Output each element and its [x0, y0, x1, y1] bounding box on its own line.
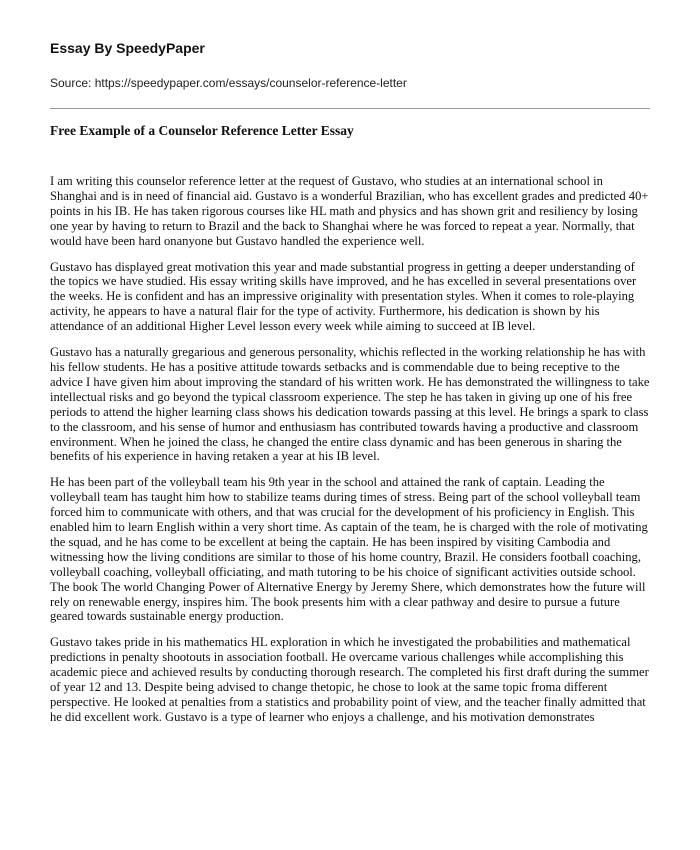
paragraph: I am writing this counselor reference letter at the request of Gustavo, who studies at an international school in Shanghai and is in need of financial aid. Gustavo is a wonderful Brazilian, who has excellent grades and predicted 40+ points in his IB. He has taken rigorous courses like HL math and physics and has shown grit and resiliency by losing one year by having to return to Brazil and the back to Shanghai where he was forced to repeat a year. Normally, that would have been hard onanyone but Gustavo handled the experience well.: [50, 174, 649, 248]
site-title: Essay By SpeedyPaper: [50, 40, 205, 56]
divider: [50, 108, 650, 109]
essay-body: [50, 174, 650, 725]
paragraph: Gustavo has a naturally gregarious and generous personality, whichis reflected in the working relationship he has with his fellow students. He has a positive attitude towards setbacks and is commendable due to being receptive to the advice I have given him about improving the standard of his written work. He has demonstrated the willingness to take intellectual risks and go beyond the typical classroom experience. The step he has taken in giving up one of his free periods to attend the higher learning class shows his dedication towards passing at this level. He brings a spark to class to the classroom, and his sense of humor and enthusiasm has contributed towards having a productive and classroom environment. When he joined the class, he changed the entire class dynamic and has been generous in sharing the benefits of his experience in having retaken a year at his IB level.: [50, 345, 650, 464]
document-page: [50, 40, 650, 736]
essay-title: Free Example of a Counselor Reference Letter Essay: [50, 123, 354, 138]
paragraph: He has been part of the volleyball team his 9th year in the school and attained the rank of captain. Leading the volleyball team has taught him how to stabilize teams during times of stress. Being part of the school volleyball team forced him to communicate with others, and that was crucial for the development of his proficiency in English. This enabled him to learn English within a very short time. As captain of the team, he is charged with the role of motivating the squad, and he has come to be excellent at being the captain. He has been inspired by visiting Cambodia and witnessing how the living conditions are similar to those of his home country, Brazil. He considers football coaching, volleyball coaching, volleyball officiating, and math tutoring to be his choice of significant activities outside school. The book The world Changing Power of Alternative Energy by Jeremy Shere, which demonstrates how the future will rely on renewable energy, inspires him. The book presents him with a clear pathway and desire to pursue a future geared towards sustainable energy production.: [50, 475, 648, 624]
paragraph: Gustavo takes pride in his mathematics HL exploration in which he investigated the probabilities and mathematical predictions in penalty shootouts in association football. He overcame various challenges while accomplishing this academic piece and achieved results by conducting thorough research. The completed his first draft during the summer of year 12 and 13. Despite being advised to change thetopic, he chose to look at the same topic froma different perspective. He looked at penalties from a statistics and probability point of view, and the teacher finally admitted that he did excellent work. Gustavo is a type of learner who enjoys a challenge, and his motivation demonstrates: [50, 635, 649, 724]
paragraph: Gustavo has displayed great motivation this year and made substantial progress in getting a deeper understanding of the topics we have studied. His essay writing skills have improved, and he has excelled in several presentations over the weeks. He is confident and has an impressive originality with presentation styles. When it comes to role-playing activity, he appears to have a natural flair for the type of activity. Furthermore, his dedication is shown by his attendance of an additional Higher Level lesson every week while aiming to succeed at IB level.: [50, 259, 637, 334]
source-line: Source: https://speedypaper.com/essays/counselor-reference-letter: [50, 76, 407, 90]
